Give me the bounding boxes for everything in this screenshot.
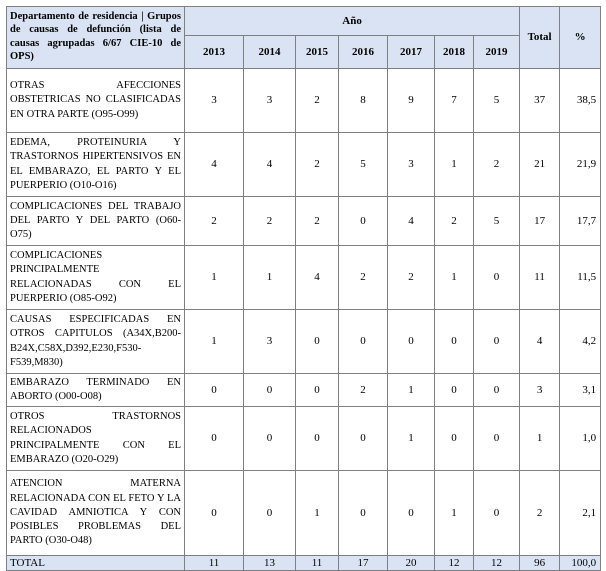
year-value-cell: 8 xyxy=(339,69,388,133)
year-value-cell: 0 xyxy=(339,197,388,246)
year-value-cell: 0 xyxy=(185,374,244,407)
year-value-cell: 0 xyxy=(474,471,520,556)
row-percent-cell: 4,2 xyxy=(560,310,601,374)
table-row xyxy=(7,471,601,556)
row-percent-cell: 1,0 xyxy=(560,407,601,471)
year-header-2014: 2014 xyxy=(244,36,296,69)
year-value-cell: 1 xyxy=(388,407,435,471)
row-total-cell: 1 xyxy=(520,407,560,471)
year-value-cell: 0 xyxy=(388,471,435,556)
table-row xyxy=(7,69,601,133)
cause-cell: EDEMA, PROTEINURIA Y TRASTORNOS HIPERTENSIVOS EN EL EMBARAZO, EL PARTO Y EL PUERPERIO (O10-O16) xyxy=(7,133,185,197)
year-value-cell: 1 xyxy=(388,374,435,407)
percent-column-header: % xyxy=(560,7,601,69)
row-percent-cell: 17,7 xyxy=(560,197,601,246)
total-year-cell: 12 xyxy=(474,556,520,571)
year-value-cell: 0 xyxy=(339,471,388,556)
total-year-cell: 13 xyxy=(244,556,296,571)
year-value-cell: 0 xyxy=(244,471,296,556)
year-value-cell: 0 xyxy=(185,471,244,556)
row-total-cell: 37 xyxy=(520,69,560,133)
row-percent-cell: 38,5 xyxy=(560,69,601,133)
year-value-cell: 3 xyxy=(185,69,244,133)
year-value-cell: 4 xyxy=(388,197,435,246)
year-value-cell: 0 xyxy=(339,407,388,471)
cause-column-header: Departamento de residencia | Grupos de causas de defunción (lista de causas agrupadas 6/67 CIE-10 de OPS) xyxy=(7,7,185,69)
year-value-cell: 0 xyxy=(388,310,435,374)
table-body xyxy=(7,69,601,571)
year-value-cell: 4 xyxy=(244,133,296,197)
year-value-cell: 2 xyxy=(185,197,244,246)
total-year-cell: 11 xyxy=(296,556,339,571)
year-value-cell: 0 xyxy=(296,374,339,407)
year-value-cell: 1 xyxy=(185,246,244,310)
year-value-cell: 1 xyxy=(244,246,296,310)
year-value-cell: 0 xyxy=(474,407,520,471)
year-value-cell: 7 xyxy=(435,69,474,133)
row-total-cell: 3 xyxy=(520,374,560,407)
year-value-cell: 1 xyxy=(435,133,474,197)
table-row xyxy=(7,197,601,246)
row-total-cell: 2 xyxy=(520,471,560,556)
row-total-cell: 17 xyxy=(520,197,560,246)
cause-cell: ATENCION MATERNA RELACIONADA CON EL FETO Y LA CAVIDAD AMNIOTICA Y CON POSIBLES PROBLEMAS DEL PARTO (O30-O48) xyxy=(7,471,185,556)
year-value-cell: 0 xyxy=(244,407,296,471)
total-label: TOTAL xyxy=(7,556,185,571)
year-value-cell: 0 xyxy=(474,246,520,310)
year-value-cell: 0 xyxy=(435,407,474,471)
total-year-cell: 17 xyxy=(339,556,388,571)
year-value-cell: 2 xyxy=(474,133,520,197)
cause-cell: OTRAS AFECCIONES OBSTETRICAS NO CLASIFICADAS EN OTRA PARTE (O95-O99) xyxy=(7,69,185,133)
year-value-cell: 1 xyxy=(435,246,474,310)
year-value-cell: 5 xyxy=(339,133,388,197)
year-header-2017: 2017 xyxy=(388,36,435,69)
total-column-header: Total xyxy=(520,7,560,69)
table-container xyxy=(6,6,600,571)
year-value-cell: 3 xyxy=(244,310,296,374)
year-header-2013: 2013 xyxy=(185,36,244,69)
cause-cell: COMPLICACIONES PRINCIPALMENTE RELACIONADAS CON EL PUERPERIO (O85-O92) xyxy=(7,246,185,310)
table-row xyxy=(7,407,601,471)
year-value-cell: 0 xyxy=(339,310,388,374)
total-row xyxy=(7,556,601,571)
row-total-cell: 4 xyxy=(520,310,560,374)
year-value-cell: 0 xyxy=(185,407,244,471)
year-value-cell: 0 xyxy=(474,310,520,374)
year-value-cell: 2 xyxy=(296,133,339,197)
year-value-cell: 4 xyxy=(296,246,339,310)
year-header-2019: 2019 xyxy=(474,36,520,69)
table-row xyxy=(7,246,601,310)
year-value-cell: 2 xyxy=(435,197,474,246)
year-value-cell: 5 xyxy=(474,197,520,246)
year-value-cell: 1 xyxy=(296,471,339,556)
year-value-cell: 0 xyxy=(435,310,474,374)
year-value-cell: 0 xyxy=(244,374,296,407)
year-header-2016: 2016 xyxy=(339,36,388,69)
year-value-cell: 0 xyxy=(474,374,520,407)
year-value-cell: 9 xyxy=(388,69,435,133)
row-percent-cell: 11,5 xyxy=(560,246,601,310)
total-year-cell: 20 xyxy=(388,556,435,571)
grand-percent-cell: 100,0 xyxy=(560,556,601,571)
year-value-cell: 2 xyxy=(296,197,339,246)
total-year-cell: 11 xyxy=(185,556,244,571)
year-header-2015: 2015 xyxy=(296,36,339,69)
year-value-cell: 2 xyxy=(339,246,388,310)
year-value-cell: 0 xyxy=(296,310,339,374)
year-value-cell: 3 xyxy=(244,69,296,133)
year-value-cell: 2 xyxy=(388,246,435,310)
total-year-cell: 12 xyxy=(435,556,474,571)
table-row xyxy=(7,133,601,197)
row-total-cell: 11 xyxy=(520,246,560,310)
year-value-cell: 2 xyxy=(244,197,296,246)
year-header-2018: 2018 xyxy=(435,36,474,69)
year-group-header: Año xyxy=(185,7,520,36)
cause-cell: COMPLICACIONES DEL TRABAJO DEL PARTO Y DEL PARTO (O60-O75) xyxy=(7,197,185,246)
cause-cell: CAUSAS ESPECIFICADAS EN OTROS CAPITULOS (A34X,B200-B24X,C58X,D392,E230,F530-F539,M830) xyxy=(7,310,185,374)
year-value-cell: 4 xyxy=(185,133,244,197)
year-value-cell: 2 xyxy=(296,69,339,133)
row-percent-cell: 2,1 xyxy=(560,471,601,556)
year-value-cell: 1 xyxy=(435,471,474,556)
year-value-cell: 5 xyxy=(474,69,520,133)
table-row xyxy=(7,374,601,407)
year-value-cell: 2 xyxy=(339,374,388,407)
row-total-cell: 21 xyxy=(520,133,560,197)
grand-total-cell: 96 xyxy=(520,556,560,571)
year-value-cell: 0 xyxy=(296,407,339,471)
cause-cell: OTROS TRASTORNOS RELACIONADOS PRINCIPALMENTE CON EL EMBARAZO (O20-O29) xyxy=(7,407,185,471)
year-value-cell: 3 xyxy=(388,133,435,197)
table-row xyxy=(7,310,601,374)
maternal-deaths-table xyxy=(6,6,601,571)
cause-cell: EMBARAZO TERMINADO EN ABORTO (O00-O08) xyxy=(7,374,185,407)
year-value-cell: 0 xyxy=(435,374,474,407)
row-percent-cell: 3,1 xyxy=(560,374,601,407)
year-value-cell: 1 xyxy=(185,310,244,374)
row-percent-cell: 21,9 xyxy=(560,133,601,197)
